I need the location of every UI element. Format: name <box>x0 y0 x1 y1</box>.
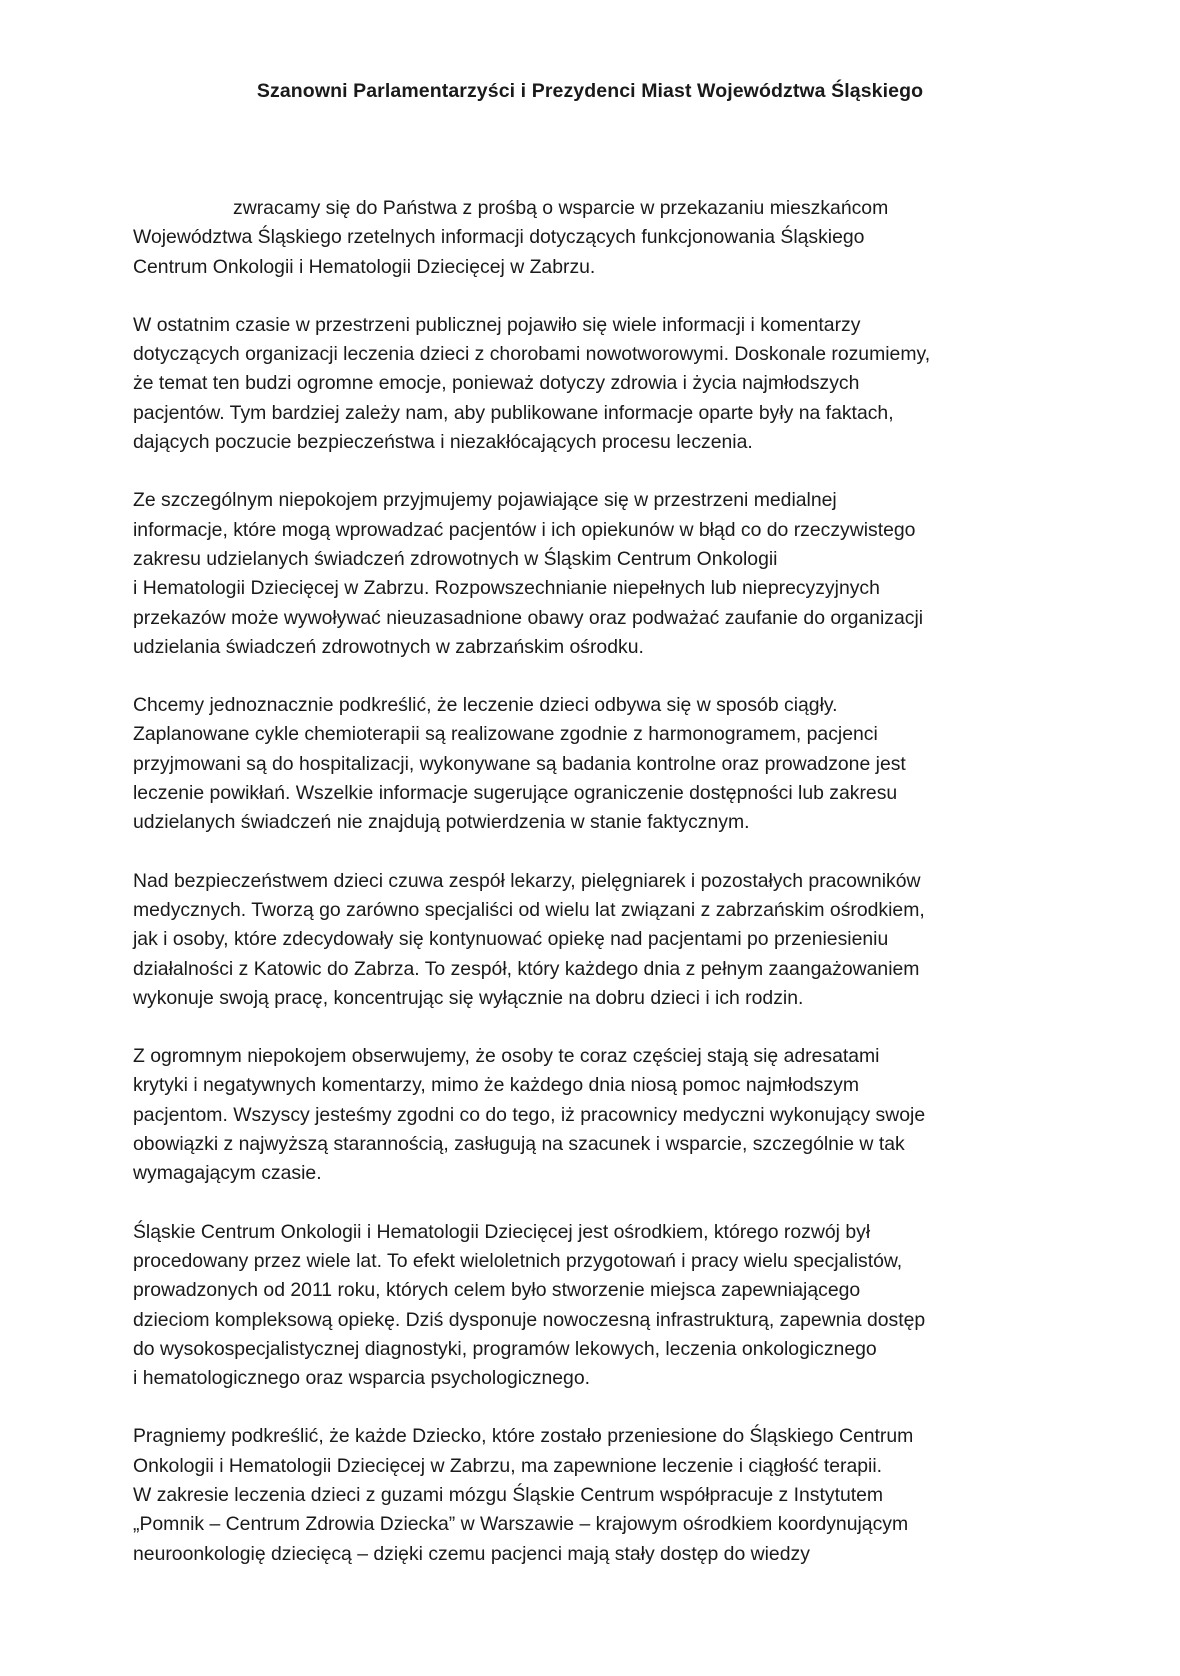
paragraph <box>133 311 1068 457</box>
text-line: do wysokospecjalistycznej diagnostyki, programów lekowych, leczenia onkologicznego <box>133 1337 877 1360</box>
text-line: i hematologicznego oraz wsparcia psychologicznego. <box>133 1367 591 1390</box>
text-line: Z ogromnym niepokojem obserwujemy, że osoby te coraz częściej stają się adresatami <box>133 1045 880 1068</box>
paragraph <box>133 1422 1068 1568</box>
text-line: informacje, które mogą wprowadzać pacjentów i ich opiekunów w błąd co do rzeczywistego <box>133 518 916 541</box>
text-line: dających poczucie bezpieczeństwa i niezakłócających procesu leczenia. <box>133 431 753 454</box>
paragraph <box>133 1042 1068 1188</box>
text-line: jak i osoby, które zdecydowały się kontynuować opiekę nad pacjentami po przeniesieniu <box>133 928 889 951</box>
text-line: Zaplanowane cykle chemioterapii są realizowane zgodnie z harmonogramem, pacjenci <box>133 723 878 746</box>
text-line: udzielanych świadczeń nie znajdują potwierdzenia w stanie faktycznym. <box>133 811 750 834</box>
document-title: Szanowni Parlamentarzyści i Prezydenci Miast Województwa Śląskiego <box>256 80 924 102</box>
text-line: wymagającym czasie. <box>133 1162 322 1185</box>
text-line: przekazów może wywoływać nieuzasadnione obawy oraz podważać zaufanie do organizacji <box>133 606 924 629</box>
text-line: W ostatnim czasie w przestrzeni publicznej pojawiło się wiele informacji i komentarzy <box>133 313 861 336</box>
text-line: Województwa Śląskiego rzetelnych informacji dotyczących funkcjonowania Śląskiego <box>133 226 865 249</box>
text-line: Chcemy jednoznacznie podkreślić, że leczenie dzieci odbywa się w sposób ciągły. <box>133 694 838 717</box>
text-line: zwracamy się do Państwa z prośbą o wsparcie w przekazaniu mieszkańcom <box>233 197 889 219</box>
text-line: procedowany przez wiele lat. To efekt wieloletnich przygotowań i pracy wielu specjalistów, <box>133 1249 903 1272</box>
text-line: medycznych. Tworzą go zarówno specjaliści od wielu lat związani z zabrzańskim ośrodkiem, <box>133 898 925 921</box>
text-line: prowadzonych od 2011 roku, których celem było stworzenie miejsca zapewniającego <box>133 1279 861 1302</box>
text-line: dzieciom kompleksową opiekę. Dziś dysponuje nowoczesną infrastrukturą, zapewnia dostęp <box>133 1308 926 1331</box>
text-line: Centrum Onkologii i Hematologii Dziecięcej w Zabrzu. <box>133 255 596 278</box>
text-line: zakresu udzielanych świadczeń zdrowotnych w Śląskim Centrum Onkologii <box>133 547 778 570</box>
text-line: pacjentom. Wszyscy jesteśmy zgodni co do tego, iż pracownicy medyczni wykonujący swoje <box>133 1103 926 1126</box>
text-line: dotyczących organizacji leczenia dzieci z chorobami nowotworowymi. Doskonale rozumiemy, <box>133 343 931 366</box>
text-line: „Pomnik – Centrum Zdrowia Dziecka” w Warszawie – krajowym ośrodkiem koordynującym <box>133 1513 909 1536</box>
text-line: neuroonkologię dziecięcą – dzięki czemu pacjenci mają stały dostęp do wiedzy <box>133 1542 810 1565</box>
text-line: przyjmowani są do hospitalizacji, wykonywane są badania kontrolne oraz prowadzone jest <box>133 752 906 775</box>
text-line: działalności z Katowic do Zabrza. To zespół, który każdego dnia z pełnym zaangażowaniem <box>133 957 920 980</box>
text-line: Śląskie Centrum Onkologii i Hematologii Dziecięcej jest ośrodkiem, którego rozwój był <box>133 1220 871 1243</box>
text-line: Ze szczególnym niepokojem przyjmujemy pojawiające się w przestrzeni medialnej <box>133 489 837 512</box>
text-line: obowiązki z najwyższą starannością, zasługują na szacunek i wsparcie, szczególnie w tak <box>133 1133 905 1156</box>
text-line: że temat ten budzi ogromne emocje, ponieważ dotyczy zdrowia i życia najmłodszych <box>133 372 860 395</box>
paragraph <box>133 486 1068 662</box>
paragraph <box>133 1218 1068 1394</box>
text-line: Onkologii i Hematologii Dziecięcej w Zabrzu, ma zapewnione leczenie i ciągłość terapii. <box>133 1454 883 1477</box>
text-line: i Hematologii Dziecięcej w Zabrzu. Rozpowszechnianie niepełnych lub nieprecyzyjnych <box>133 577 880 600</box>
text-line: W zakresie leczenia dzieci z guzami mózgu Śląskie Centrum współpracuje z Instytutem <box>133 1483 884 1506</box>
text-line: Nad bezpieczeństwem dzieci czuwa zespół lekarzy, pielęgniarek i pozostałych pracowników <box>133 869 921 892</box>
text-line: krytyki i negatywnych komentarzy, mimo że każdego dnia niosą pomoc najmłodszym <box>133 1074 860 1097</box>
text-line: wykonuje swoją pracę, koncentrując się wyłącznie na dobru dzieci i ich rodzin. <box>133 986 804 1009</box>
document-body <box>133 194 1068 1598</box>
text-line: Pragniemy podkreślić, że każde Dziecko, które zostało przeniesione do Śląskiego Centrum <box>133 1425 914 1448</box>
paragraph <box>133 867 1068 1013</box>
text-line: pacjentów. Tym bardziej zależy nam, aby publikowane informacje oparte były na faktach, <box>133 401 894 424</box>
paragraph <box>133 691 1068 837</box>
paragraph <box>133 194 1068 282</box>
text-line: leczenie powikłań. Wszelkie informacje sugerujące ograniczenie dostępności lub zakresu <box>133 782 898 805</box>
text-line: udzielania świadczeń zdrowotnych w zabrzańskim ośrodku. <box>133 635 644 658</box>
